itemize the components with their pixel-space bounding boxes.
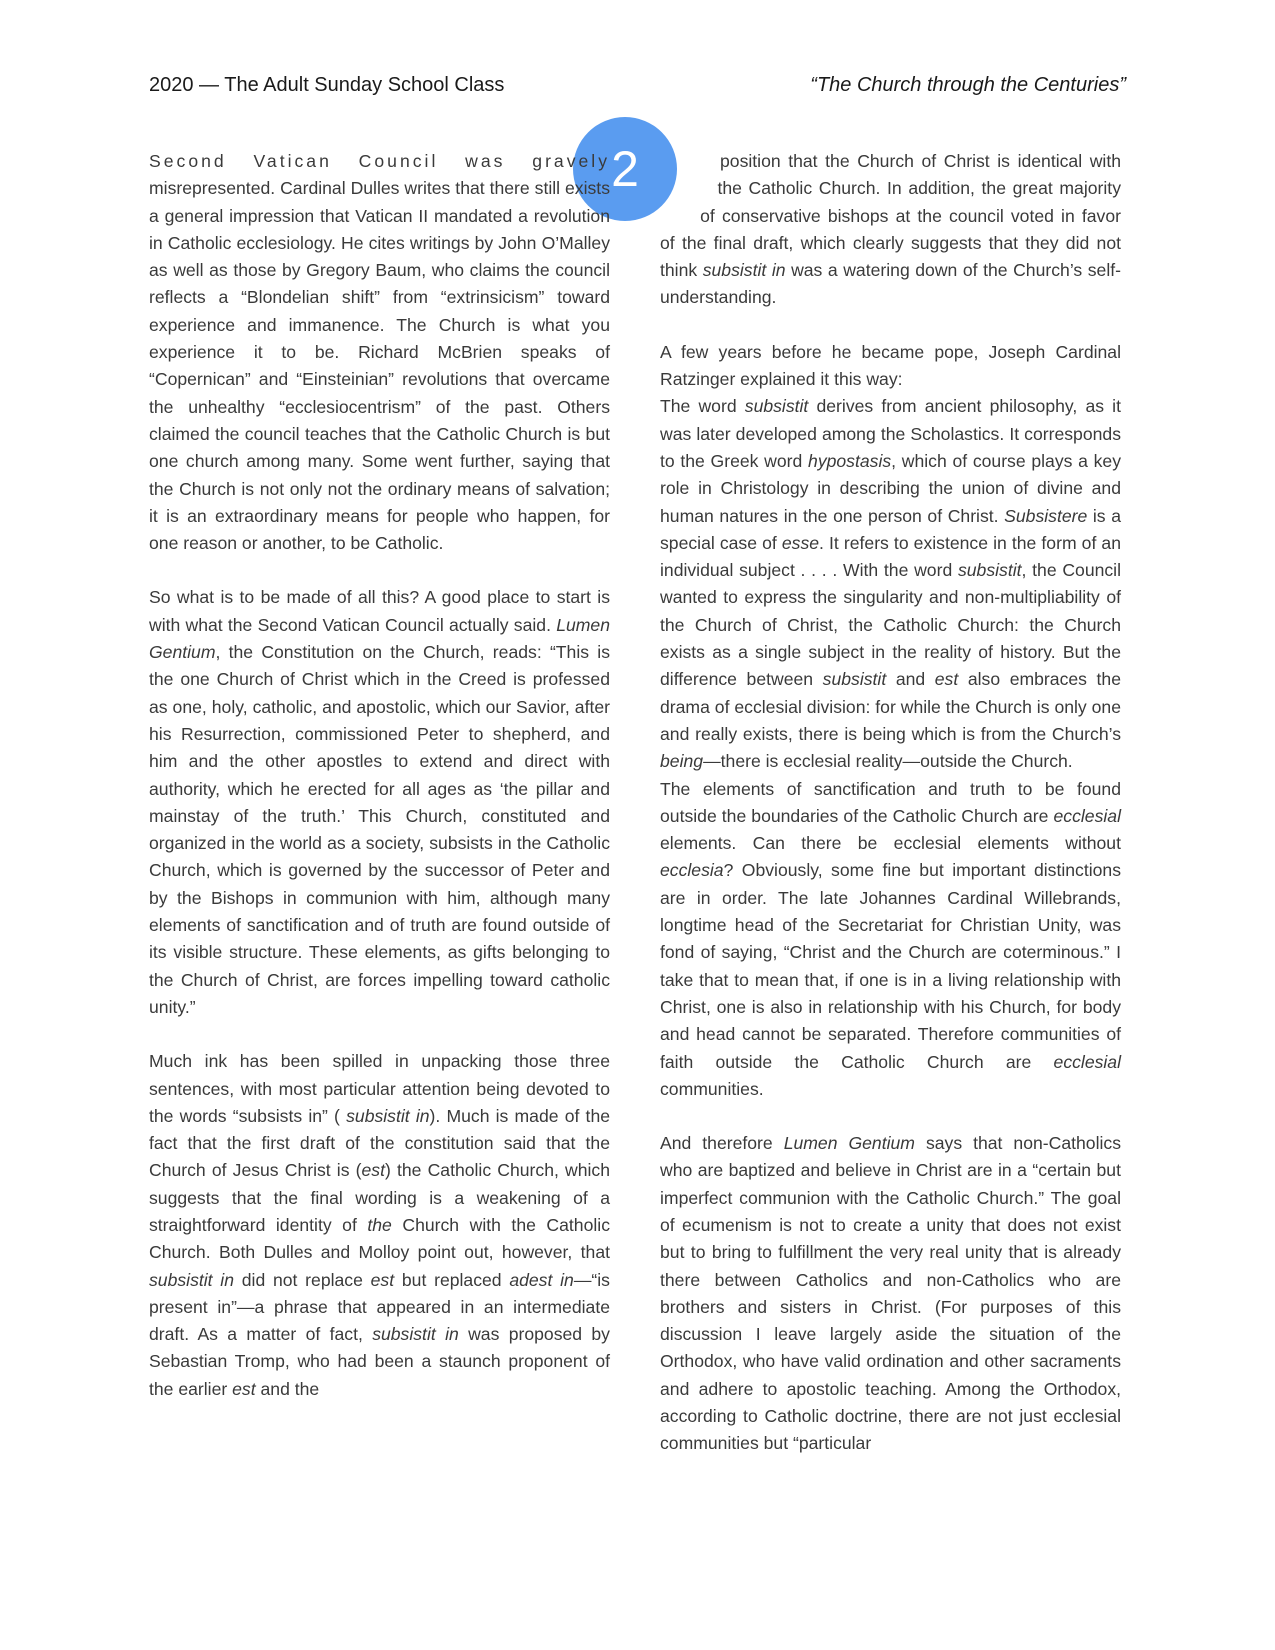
header-series-title: “The Church through the Centuries”: [810, 74, 1126, 96]
paragraph: And therefore Lumen Gentium says that non-Catholics who are baptized and believe in Christ are in a “certain but imperfect communion with the Catholic Church.” The goal of ecumenism is not to create a unity that does not exist but to bring to fulfillment the very real unity that is already there between Catholics and non-Catholics who are brothers and sisters in Christ. (For purposes of this discussion I leave largely aside the situation of the Orthodox, who have valid ordination and other sacraments and adhere to apostolic teaching. Among the Orthodox, according to Catholic doctrine, there are not just ecclesial communities but “particular: [660, 1133, 1121, 1454]
paragraph: Second Vatican Council was gravely misrepresented. Cardinal Dulles writes that there still exists a general impression that Vatican II mandated a revolution in Catholic ecclesiology. He cites writings by John O’Malley as well as those by Gregory Baum, who claims the council reflects a “Blondelian shift” from “extrinsicism” toward experience and immanence. The Church is what you experience it to be. Richard McBrien speaks of “Copernican” and “Einsteinian” revolutions that overcame the unhealthy “ecclesiocentrism” of the past. Others claimed the council teaches that the Catholic Church is but one church among many. Some went further, saying that the Church is not only not the ordinary means of salvation; it is an extraordinary means for people who happen, for one reason or another, to be Catholic.: [149, 151, 610, 554]
paragraph: position that the Church of Christ is identical with the Catholic Church. In addition, the great majority of conservative bishops at the council voted in favor of the final draft, which clearly suggests that they did not think subsistit in was a watering down of the Church’s self-understanding.: [660, 151, 1121, 308]
paragraph: Much ink has been spilled in unpacking those three sentences, with most particular attention being devoted to the words “subsists in” ( subsistit in). Much is made of the fact that the first draft of the constitution said that the Church of Jesus Christ is (est) the Catholic Church, which suggests that the final wording is a weakening of a straightforward identity of the Church with the Catholic Church. Both Dulles and Molloy point out, however, that subsistit in did not replace est but replaced adest in—“is present in”—a phrase that appeared in an intermediate draft. As a matter of fact, subsistit in was proposed by Sebastian Tromp, who had been a staunch proponent of the earlier est and the: [149, 1051, 611, 1399]
paragraph: A few years before he became pope, Joseph Cardinal Ratzinger explained it this way:: [660, 341, 1121, 390]
right-column: [660, 148, 1121, 1458]
block-quote: The elements of sanctification and truth to be found outside the boundaries of the Catholic Church are ecclesial elements. Can there be ecclesial elements without ecclesia? Obviously, some fine but important distinctions are in order. The late Johannes Cardinal Willebrands, longtime head of the Secretariat for Christian Unity, was fond of saying, “Christ and the Church are coterminous.” I take that to mean that, if one is in a living relationship with Christ, one is also in relationship with his Church, for body and head cannot be separated. Therefore communities of faith outside the Catholic Church are ecclesial communities.: [660, 778, 1122, 1099]
header-title: 2020 — The Adult Sunday School Class: [149, 74, 505, 96]
block-quote: The word subsistit derives from ancient philosophy, as it was later developed among the Scholastics. It corresponds to the Greek word hypostasis, which of course plays a key role in Christology in describing the union of divine and human natures in the one person of Christ. Subsistere is a special case of esse. It refers to existence in the form of an individual subject . . . . With the word subsistit, the Council wanted to express the singularity and non-multipliability of the Church of Christ, the Catholic Church: the Church exists as a single subject in the reality of history. But the difference between subsistit and est also embraces the drama of ecclesial division: for while the Church is only one and really exists, there is being which is from the Church’s being—there is ecclesial reality—outside the Church.: [660, 396, 1122, 772]
left-column: [149, 148, 610, 1403]
paragraph: So what is to be made of all this? A good place to start is with what the Second Vatican Council actually said. Lumen Gentium, the Constitution on the Church, reads: “This is the one Church of Christ which in the Creed is professed as one, holy, catholic, and apostolic, which our Savior, after his Resurrection, commissioned Peter to shepherd, and him and the other apostles to extend and direct with authority, which he erected for all ages as ‘the pillar and mainstay of the truth.’ This Church, constituted and organized in the world as a society, subsists in the Catholic Church, which is governed by the successor of Peter and by the Bishops in communion with him, although many elements of sanctification and of truth are found outside of its visible structure. These elements, as gifts belonging to the Church of Christ, are forces impelling toward catholic unity.”: [149, 587, 610, 1017]
page-number-badge: 2: [573, 117, 677, 221]
